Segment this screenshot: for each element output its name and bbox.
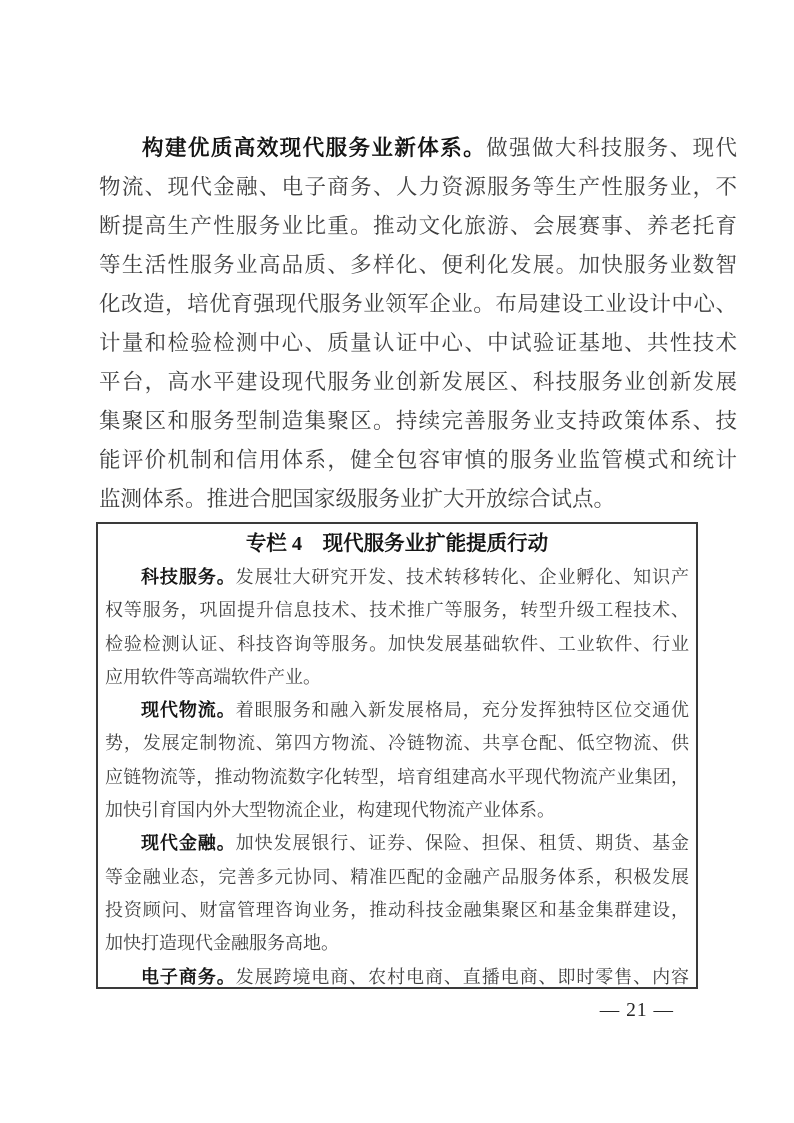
- paragraph-line: [99, 363, 737, 402]
- line-text: 应用软件等高端软件产业。: [105, 666, 321, 687]
- paragraph-line: [105, 661, 689, 694]
- paragraph-line: [105, 594, 689, 627]
- callout-paragraph: [105, 561, 689, 694]
- line-text: 计量和检验检测中心、质量认证中心、中试验证基地、共性技术: [99, 331, 737, 355]
- paragraph-line: [105, 961, 689, 989]
- paragraph-line: [99, 129, 737, 168]
- page-number: — 21 —: [599, 1000, 674, 1021]
- line-text: 应链物流等，推动物流数字化转型，培育组建高水平现代物流产业集团，: [105, 766, 689, 787]
- line-text: 加快引育国内外大型物流企业，构建现代物流产业体系。: [105, 800, 555, 821]
- paragraph-line: [99, 324, 737, 363]
- paragraph-line: [105, 827, 689, 860]
- line-text: 断提高生产性服务业比重。推动文化旅游、会展赛事、养老托育: [99, 214, 737, 238]
- paragraph-line: [105, 861, 689, 894]
- callout-paragraph: [105, 961, 689, 989]
- paragraph-line: [105, 794, 689, 827]
- line-text: 势，发展定制物流、第四方物流、冷链物流、共享仓配、低空物流、供: [105, 733, 689, 754]
- paragraph-line: [99, 207, 737, 246]
- line-text: 发展壮大研究开发、技术转移转化、企业孵化、知识产: [235, 567, 690, 587]
- line-text: 着眼服务和融入新发展格局，充分发挥独特区位交通优: [235, 700, 690, 721]
- bold-lead-text: 科技服务。: [141, 567, 236, 587]
- callout-paragraph: [105, 827, 689, 960]
- body-paragraph: [99, 129, 737, 519]
- paragraph-line: [105, 927, 689, 960]
- paragraph-line: [99, 168, 737, 207]
- line-text: 做强做大科技服务、现代: [486, 136, 737, 160]
- paragraph-line: [105, 694, 689, 727]
- line-text: 集聚区和服务型制造集聚区。持续完善服务业支持政策体系、技: [99, 409, 737, 433]
- bold-lead-text: 现代物流。: [141, 700, 236, 721]
- paragraph-line: [99, 246, 737, 285]
- paragraph-line: [105, 761, 689, 794]
- bold-lead-text: 电子商务。: [141, 966, 236, 987]
- paragraph-line: [105, 628, 689, 661]
- line-text: 化改造，培优育强现代服务业领军企业。布局建设工业设计中心、: [99, 292, 737, 316]
- line-text: 平台，高水平建设现代服务业创新发展区、科技服务业创新发展: [99, 370, 737, 394]
- line-text: 加快打造现代金融服务高地。: [105, 933, 339, 954]
- paragraph-line: [105, 894, 689, 927]
- bold-lead-text: 构建优质高效现代服务业新体系。: [142, 136, 487, 160]
- callout-paragraph: [105, 694, 689, 827]
- paragraph-line: [99, 441, 737, 480]
- line-text: 监测体系。推进合肥国家级服务业扩大开放综合试点。: [99, 487, 616, 511]
- paragraph-line: [99, 402, 737, 441]
- line-text: 检验检测认证、科技咨询等服务。加快发展基础软件、工业软件、行业: [105, 633, 689, 654]
- line-text: 投资顾问、财富管理咨询业务，推动科技金融集聚区和基金集群建设，: [105, 899, 689, 920]
- line-text: 加快发展银行、证券、保险、担保、租赁、期货、基金: [235, 833, 690, 854]
- callout-box: [96, 522, 698, 989]
- paragraph-line: [105, 727, 689, 760]
- line-text: 物流、现代金融、电子商务、人力资源服务等生产性服务业，不: [99, 175, 737, 199]
- line-text: 等生活性服务业高品质、多样化、便利化发展。加快服务业数智: [99, 253, 737, 277]
- paragraph-line: [105, 561, 689, 594]
- paragraph-line: [99, 285, 737, 324]
- paragraph-line: [99, 480, 737, 519]
- bold-lead-text: 现代金融。: [141, 833, 236, 854]
- callout-box-title: 专栏 4 现代服务业扩能提质行动: [245, 533, 549, 555]
- line-text: 权等服务，巩固提升信息技术、技术推广等服务，转型升级工程技术、: [105, 600, 689, 621]
- line-text: 等金融业态，完善多元协同、精准匹配的金融产品服务体系，积极发展: [105, 866, 689, 887]
- line-text: 发展跨境电商、农村电商、直播电商、即时零售、内容: [235, 966, 690, 987]
- line-text: 能评价机制和信用体系，健全包容审慎的服务业监管模式和统计: [99, 448, 737, 472]
